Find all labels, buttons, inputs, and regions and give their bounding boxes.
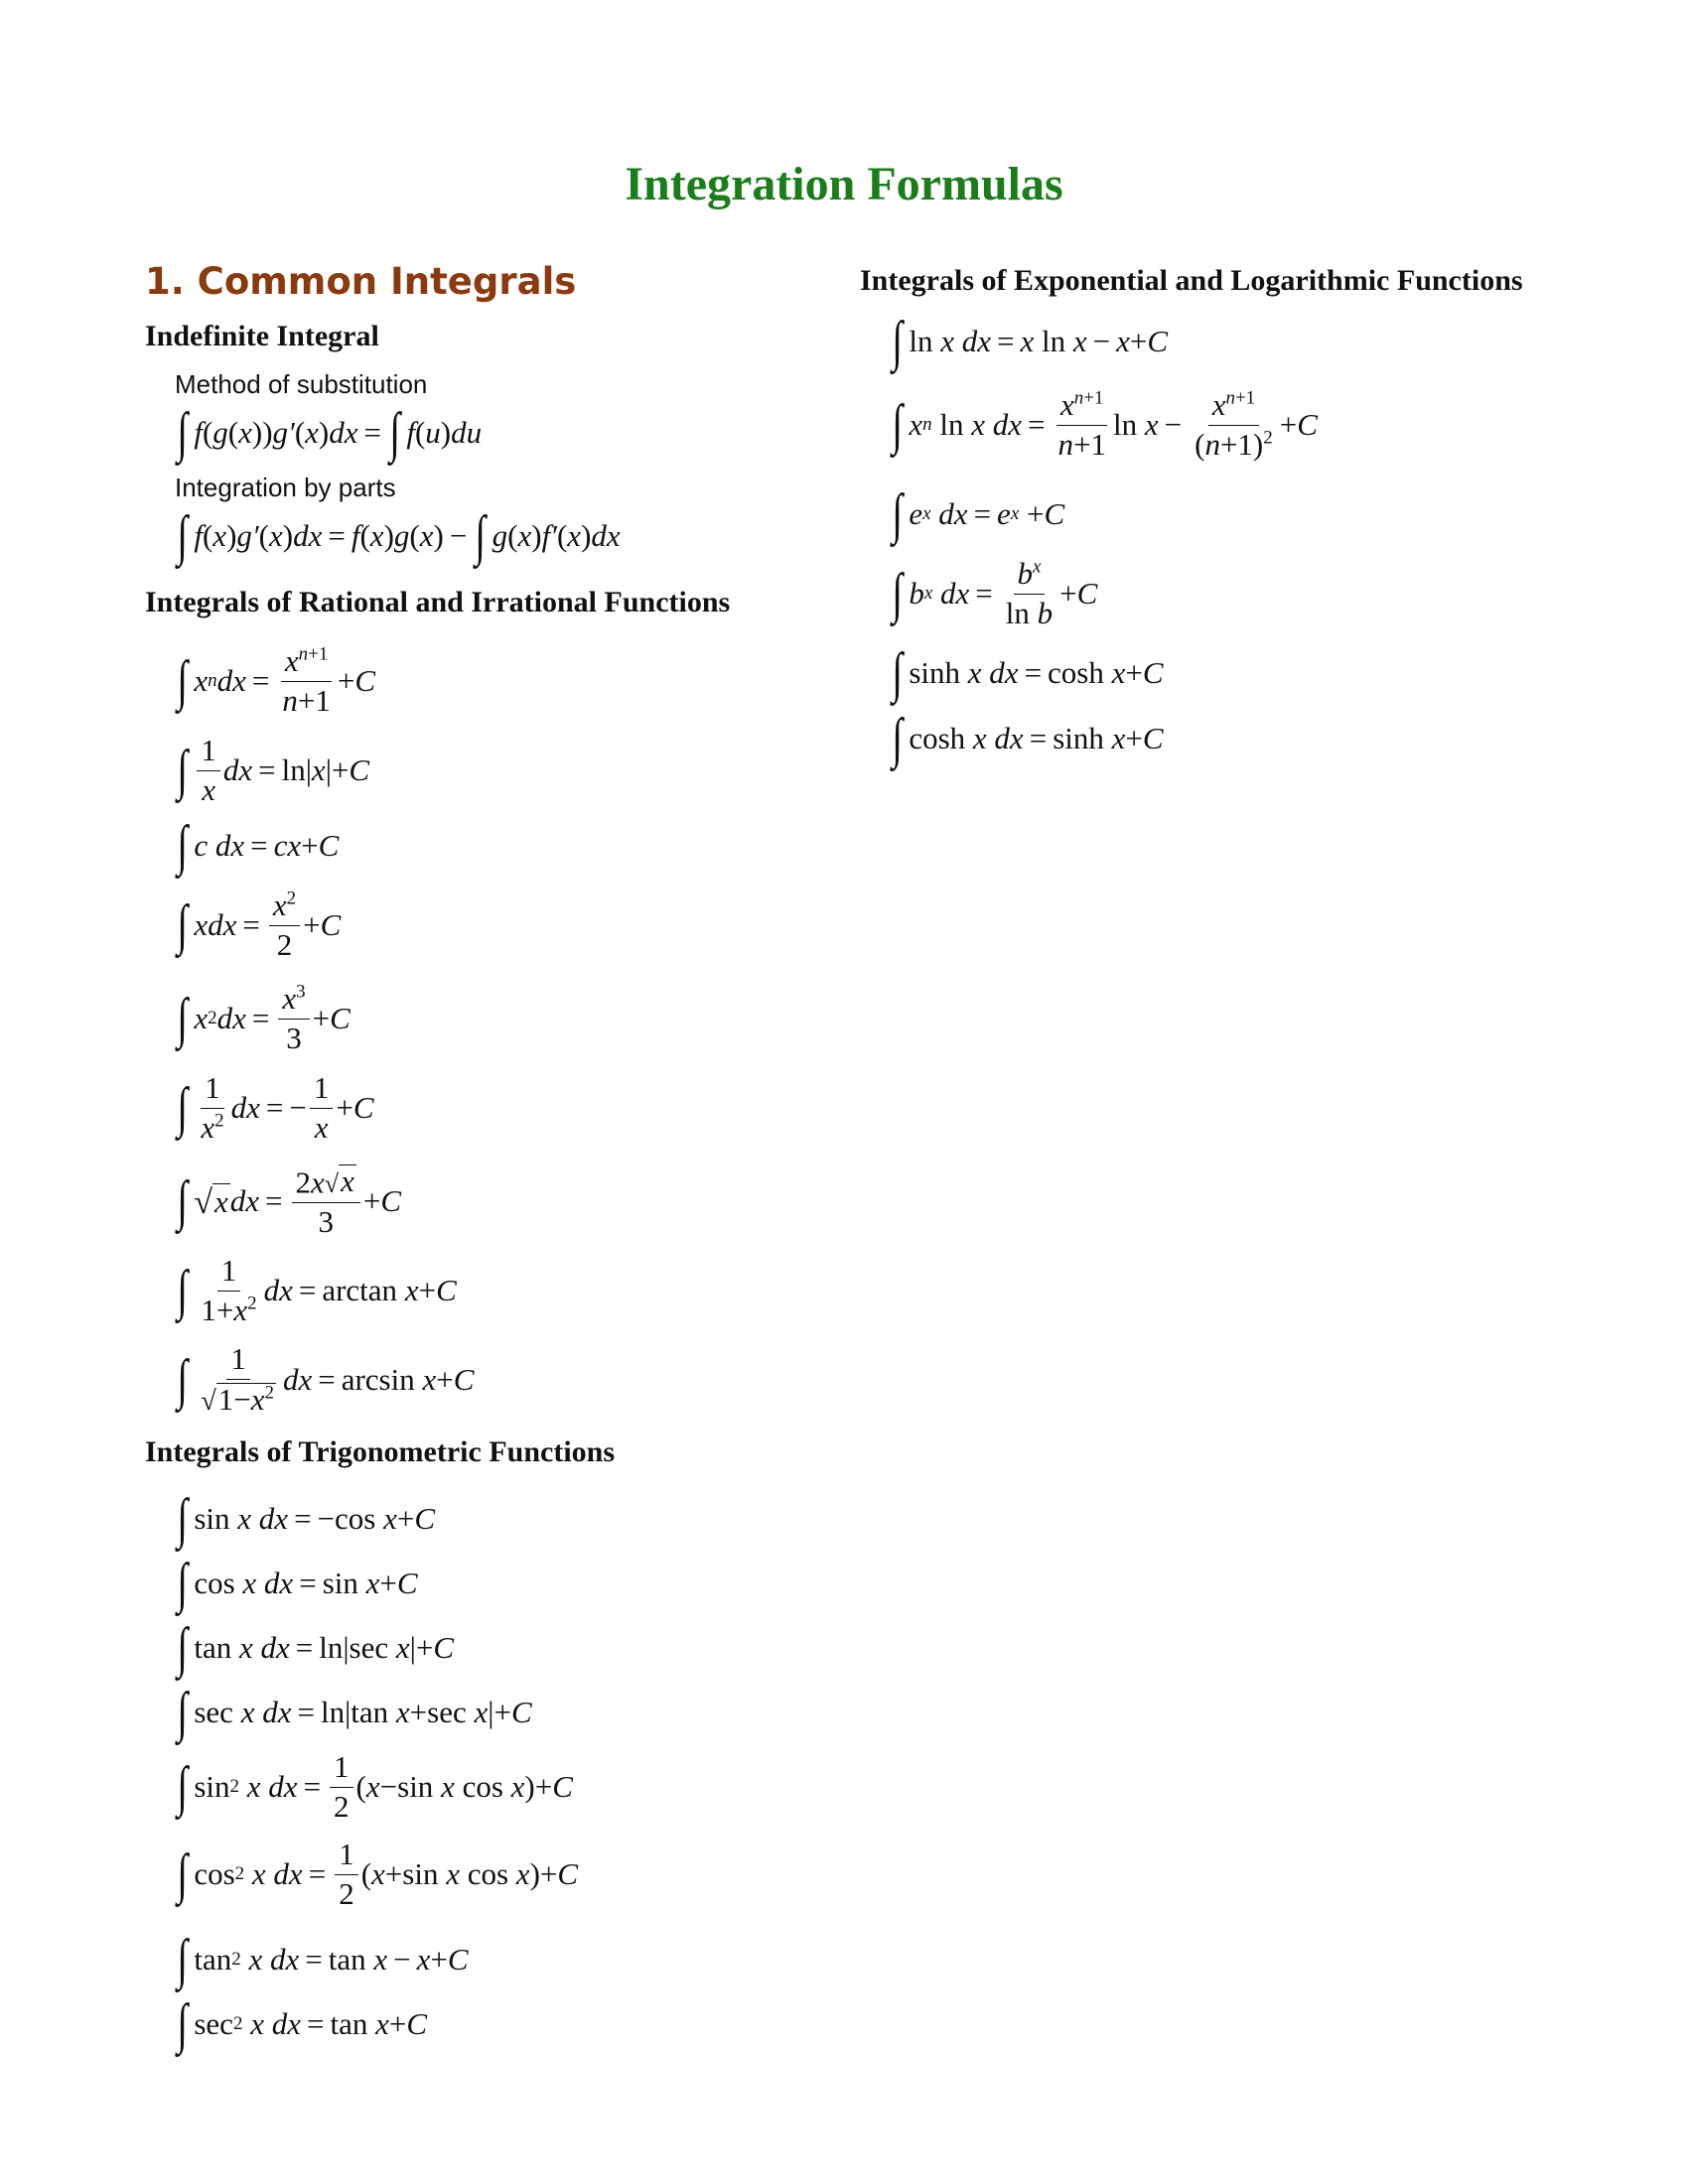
page-title: Integration Formulas <box>625 158 1063 210</box>
formula-sec: ∫ sec x dx = ln|tan x +sec x | + C <box>177 1682 532 1743</box>
formula-reciprocal: ∫ $\frac{1}{x}$ dx = ln| x | + C <box>177 732 370 807</box>
trig-functions-heading: Integrals of Trigonometric Functions <box>145 1435 616 1468</box>
formula-sec-squared: ∫ sec 2 x dx = tan x + C <box>177 1993 428 2055</box>
formula-reciprocal-square: ∫ $\frac{1}{x^2}$ dx = − $\frac{1}{x}$ + C <box>177 1069 374 1145</box>
formula-cosh: ∫ cosh x dx = sinh x + C <box>892 708 1164 769</box>
formula-sqrt: ∫ √ x dx = 2x √ x 3 + C <box>177 1162 402 1239</box>
formula-bx: ∫ b x dx = $\frac{b^x}{\text{ln b}}$ + C <box>892 555 1098 630</box>
indefinite-integral-heading: Indefinite Integral <box>145 320 379 352</box>
rational-functions-heading: Integrals of Rational and Irrational Functions <box>145 586 731 618</box>
formula-tan-squared: ∫ tan 2 x dx = tan x − x + C <box>177 1929 469 1990</box>
section-title: 1. Common Integrals <box>145 260 577 303</box>
formula-power-rule: ∫ x n dx = $\frac{x^{n+1}}{n+1}$ + C <box>177 642 376 718</box>
parts-label: Integration by parts <box>175 473 396 502</box>
formula-substitution: ∫ f ( g ( x )) g′ ( x ) dx = ∫ f ( u ) du <box>177 402 483 464</box>
formula-cos-squared: ∫ cos 2 x dx = $\frac{1}{2}$ ( x +sin x cos x ) + C <box>177 1836 579 1911</box>
formula-ln: ∫ ln x dx = x ln x − x + C <box>892 311 1169 372</box>
formula-sin-squared: ∫ sin 2 x dx = $\frac{1}{2}$ ( x −sin x cos x ) + C <box>177 1748 573 1824</box>
formula-exp: ∫ e x dx = e x + C <box>892 483 1065 545</box>
formula-constant: ∫ c dx = cx + C <box>177 815 340 877</box>
formula-integration-by-parts: ∫ f ( x ) g′ ( x ) dx = f ( x ) g ( x ) − ∫ g ( x ) f′ ( x ) dx <box>177 505 621 567</box>
formula-sin: ∫ sin x dx = −cos x + C <box>177 1488 436 1550</box>
substitution-label: Method of substitution <box>175 369 428 399</box>
formula-tan: ∫ tan x dx = ln|sec x | + C <box>177 1617 455 1679</box>
formula-cos: ∫ cos x dx = sin x + C <box>177 1553 418 1614</box>
formula-x: ∫ xdx = $\frac{x^2}{2}$ + C <box>177 887 342 962</box>
formula-arcsin: ∫ 1 √ $1-x^2$ dx = arcsin x + C <box>177 1341 475 1418</box>
formula-arctan: ∫ $\frac{1}{1+x^2}$ dx = arctan x + C <box>177 1252 457 1327</box>
formula-x-squared: ∫ x 2 dx = $\frac{x^3}{3}$ + C <box>177 980 351 1055</box>
formula-xn-ln: ∫ x n ln x dx = $\frac{x^{n+1}}{n+1}$ ln x − $\frac{x^{n+1}}{(n+1)^2}$ + C <box>892 386 1318 462</box>
exp-log-heading: Integrals of Exponential and Logarithmic Functions <box>860 264 1523 297</box>
formula-sinh: ∫ sinh x dx = cosh x + C <box>892 642 1164 704</box>
